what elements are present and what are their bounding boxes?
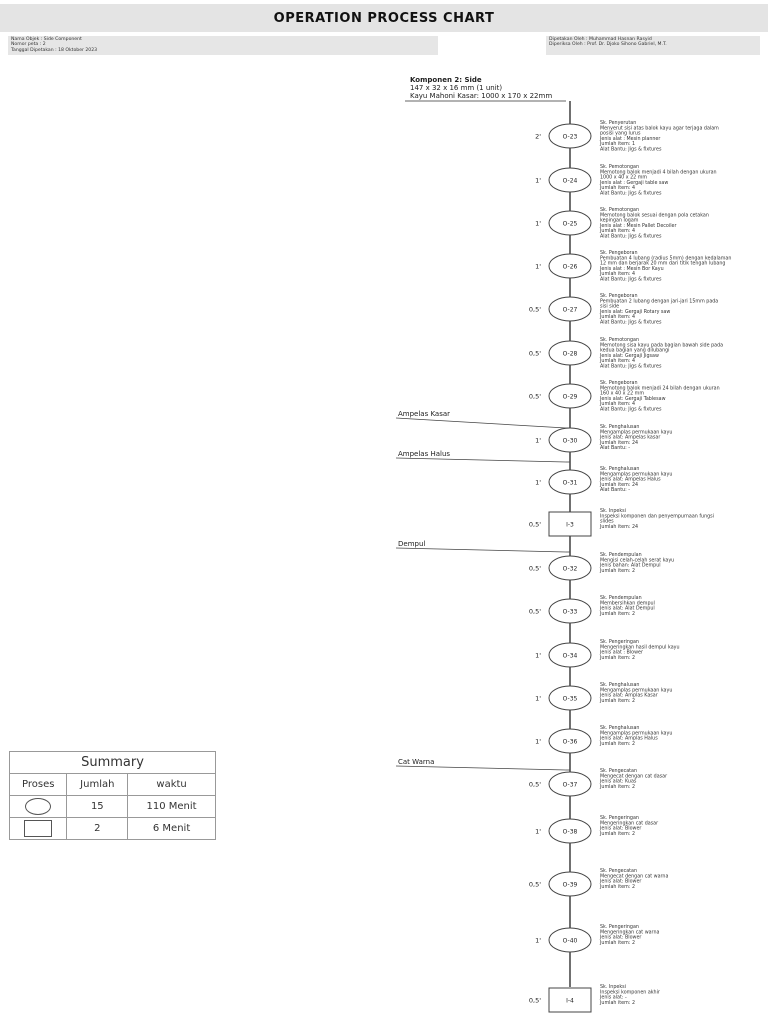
process-description: Jumlah item: 2 — [600, 831, 635, 837]
process-description: Memotong balok sesuai dengan pola cetakan — [600, 213, 709, 219]
process-description: Membersihkan dempul — [600, 601, 655, 607]
process-description: Inspeksi komponen dan penyempurnaan fungsi — [600, 514, 714, 520]
process-description: Alat Bantu: - — [600, 446, 631, 452]
object-name: Nama Objek : Side Component — [11, 37, 82, 42]
process-time: 0,5' — [528, 996, 541, 1005]
material-line — [396, 548, 566, 552]
process-time: 0,5' — [528, 392, 541, 401]
summary-header-process: Proses — [10, 774, 67, 796]
process-description: Sk. Pengeboran — [600, 294, 638, 299]
process-time: 1' — [535, 262, 541, 271]
process-description: Jenis alat: Blower — [600, 879, 642, 885]
process-description: Jumlah item: 2 — [600, 568, 635, 574]
process-time: 0,5' — [528, 520, 541, 529]
process-time: 0,5' — [528, 305, 541, 314]
process-time: 0,5' — [528, 349, 541, 358]
process-code: O-38 — [562, 828, 578, 836]
process-description: Sk. Penghalusan — [600, 726, 640, 731]
process-description: Jumlah item: 4 — [600, 272, 635, 278]
process-description: Jumlah item: 1 — [600, 142, 635, 148]
process-description: Sk. Pengecatan — [600, 869, 638, 874]
process-description: kepingan logam — [600, 218, 639, 224]
process-description: Jenis alat: Amplas Kasar — [600, 693, 658, 699]
process-description: Sk. Pendempulan — [600, 596, 642, 601]
process-code: O-29 — [562, 393, 578, 401]
process-description: Pembuatan 2 lubang dengan jari-jari 15mm pada — [600, 299, 719, 305]
process-description: Alat Bantu: Jigs & fixtures — [600, 407, 662, 413]
process-description: Alat Bantu: Jigs & fixtures — [600, 234, 662, 240]
process-description: Jenis alat: Kuas — [600, 779, 637, 785]
process-time: 1' — [535, 219, 541, 228]
process-description: Jumlah item: 24 — [600, 524, 639, 530]
process-description: Jumlah item: 2 — [600, 1000, 635, 1006]
process-description: Sk. Inpeksi — [600, 509, 626, 514]
process-description: Sk. Penyerutan — [600, 121, 637, 126]
process-description: Sk. Pengeringan — [600, 925, 639, 930]
process-description: Jumlah item: 2 — [600, 784, 635, 790]
process-description: Menyerut sisi atas balok kayu agar terjaga dalam — [600, 126, 719, 132]
process-code: I-3 — [566, 521, 574, 529]
process-description: Mengecat dengan cat warna — [600, 874, 669, 880]
square-icon — [24, 820, 52, 837]
process-description: Jumlah item: 24 — [600, 440, 639, 446]
process-time: 1' — [535, 737, 541, 746]
process-description: Jumlah item: 2 — [600, 698, 635, 704]
process-description: Jenis alat: Ampelas Halus — [600, 477, 661, 483]
process-description: posisi yang lurus — [600, 131, 641, 137]
process-description: 1000 x 40 x 22 mm — [600, 175, 648, 181]
process-code: O-36 — [562, 738, 578, 746]
process-description: Jenis alat : Mesin Bor Kayu — [600, 266, 664, 272]
process-description: Sk. Penghalusan — [600, 683, 640, 688]
process-description: Mengeringkan cat warna — [600, 930, 660, 936]
process-description: Sk. Pendempulan — [600, 553, 642, 558]
process-description: Jenis alat: Alat Dempul — [600, 606, 655, 612]
process-description: Jenis alat: Gergaji Jigsaw — [600, 353, 659, 359]
process-description: Jumlah item: 4 — [600, 315, 635, 321]
material-label: Ampelas Kasar — [398, 410, 451, 418]
process-description: Jenis alat: Ampelas kasar — [600, 435, 661, 441]
inspection-time: 6 Menit — [128, 818, 216, 840]
process-code: O-37 — [562, 781, 578, 789]
process-description: Jenis alat: Amplas Halus — [600, 736, 658, 742]
process-code: O-27 — [562, 306, 578, 314]
process-time: 1' — [535, 651, 541, 660]
process-code: O-30 — [562, 437, 578, 445]
inspection-count: 2 — [67, 818, 128, 840]
process-description: Sk. Pemotongan — [600, 208, 640, 213]
process-description: Jenis alat: - — [600, 995, 627, 1001]
process-code: O-25 — [562, 220, 578, 228]
process-code: O-32 — [562, 565, 578, 573]
process-description: Jumlah item: 2 — [600, 611, 635, 617]
process-description: Alat Bantu: Jigs & fixtures — [600, 320, 662, 326]
process-time: 0,5' — [528, 780, 541, 789]
process-description: Jenis bahan: Alat Dempul — [600, 563, 661, 569]
process-code: O-31 — [562, 479, 578, 487]
process-description: Jumlah item: 4 — [600, 402, 635, 408]
process-description: Sk. Inpeksi — [600, 985, 626, 990]
process-description: Sk. Pemotongan — [600, 165, 640, 170]
summary-header-count: Jumlah — [67, 774, 128, 796]
component-title: Komponen 2: Side — [410, 76, 482, 84]
summary-table — [9, 751, 216, 840]
process-description: Mengamplas permukaan kayu — [600, 472, 673, 478]
operation-time: 110 Menit — [128, 796, 216, 818]
process-time: 0,5' — [528, 607, 541, 616]
page-title: OPERATION PROCESS CHART — [273, 10, 495, 26]
process-description: Sk. Pemotongan — [600, 338, 640, 343]
process-time: 1' — [535, 936, 541, 945]
process-description: Memotong sisa kayu pada bagian bawah side pada — [600, 343, 724, 349]
process-description: Pembuatan 4 lubang (radius 5mm) dengan kedalaman — [600, 256, 732, 262]
process-code: O-33 — [562, 608, 578, 616]
process-description: Mengamplas permukaan kayu — [600, 430, 673, 436]
process-description: 12 mm dan berjarak 20 mm dari titik tengah lubang — [600, 261, 726, 267]
material-line — [396, 766, 566, 770]
process-description: Sk. Pengeboran — [600, 251, 638, 256]
operation-symbol — [10, 796, 67, 818]
process-description: Jumlah item: 2 — [600, 655, 635, 661]
process-description: Jumlah item: 2 — [600, 940, 635, 946]
operation-count: 15 — [67, 796, 128, 818]
process-description: Sk. Pengeringan — [600, 816, 639, 821]
process-description: Alat Bantu: Jigs & fixtures — [600, 147, 662, 153]
summary-header-time: waktu — [128, 774, 216, 796]
process-description: Jumlah item: 4 — [600, 359, 635, 365]
process-code: O-24 — [562, 177, 578, 185]
process-description: Jenis alat : Gergaji table saw — [600, 180, 669, 186]
mapped-date: Tanggal Dipetakan : 18 Oktober 2023 — [11, 47, 98, 53]
process-description: Jenis alat: Gergaji Rotary saw — [600, 309, 671, 315]
process-description: Jenis alat: Blower — [600, 935, 642, 941]
process-description: Mengeringkan hasil dempul kayu — [600, 645, 680, 651]
process-description: Jumlah item: 4 — [600, 186, 635, 192]
process-description: Sk. Penghalusan — [600, 425, 640, 430]
process-time: 2' — [535, 132, 541, 141]
summary-caption: Summary — [10, 752, 216, 774]
process-time: 1' — [535, 176, 541, 185]
process-description: Inspeksi komponen akhir — [600, 990, 660, 996]
process-time: 0,5' — [528, 880, 541, 889]
process-description: Sk. Pengeboran — [600, 381, 638, 386]
process-description: sisi side — [600, 304, 620, 310]
process-description: Alat Bantu: Jigs & fixtures — [600, 191, 662, 197]
process-description: Jumlah item: 24 — [600, 482, 639, 488]
process-description: Memotong balok menjadi 4 bilah dengan ukuran — [600, 170, 717, 176]
process-description: Jumlah item: 2 — [600, 741, 635, 747]
process-time: 1' — [535, 827, 541, 836]
process-description: Jumlah item: 2 — [600, 884, 635, 890]
inspection-symbol — [10, 818, 67, 840]
process-description: kedua bagian yang dilubangi — [600, 348, 670, 354]
circle-icon — [25, 798, 51, 815]
process-description: Mengamplas permukaan kayu — [600, 688, 673, 694]
component-material: Kayu Mahoni Kasar: 1000 x 170 x 22mm — [410, 92, 553, 100]
component-size: 147 x 32 x 16 mm (1 unit) — [410, 84, 503, 92]
process-description: Sk. Pengecatan — [600, 769, 638, 774]
process-description: Sk. Penghalusan — [600, 467, 640, 472]
process-description: Mengeringkan cat dasar — [600, 821, 659, 827]
process-code: O-23 — [562, 133, 578, 141]
process-code: O-39 — [562, 881, 578, 889]
material-line — [396, 418, 566, 428]
process-description: 160 x 40 x 22 mm — [600, 391, 645, 397]
material-label: Ampelas Halus — [398, 450, 451, 458]
process-time: 0,5' — [528, 564, 541, 573]
process-code: O-26 — [562, 263, 578, 271]
process-code: I-4 — [566, 997, 574, 1005]
process-code: O-35 — [562, 695, 578, 703]
process-description: Sk. Pengeringan — [600, 640, 639, 645]
mapped-by: Dipetakan Oleh : Muhammad Hasnan Rasyid — [549, 37, 652, 42]
process-description: Mengisi celah-celah serat kayu — [600, 558, 675, 564]
material-label: Cat Warna — [398, 758, 435, 766]
process-code: O-40 — [562, 937, 578, 945]
process-description: Alat Bantu: Jigs & fixtures — [600, 364, 662, 370]
process-description: Jenis alat: Gergaji Tablesaw — [600, 396, 666, 402]
process-description: Jumlah item: 4 — [600, 229, 635, 235]
material-line — [396, 458, 566, 462]
process-description: Jenis alat : Blower — [600, 650, 643, 656]
process-description: Jenis alat : Mesin planner — [600, 136, 661, 142]
checked-by: Diperiksa Oleh : Prof. Dr. Djoko Sihono Gabriel, M.T. — [549, 42, 667, 48]
process-description: Jenis alat: Blower — [600, 826, 642, 832]
process-description: slides — [600, 519, 614, 525]
process-description: Jenis alat : Mesin Pallet Decoiler — [600, 223, 677, 229]
process-description: Alat Bantu: Jigs & fixtures — [600, 277, 662, 283]
process-code: O-28 — [562, 350, 578, 358]
map-number: Nomor peta : 2 — [11, 42, 46, 48]
process-time: 1' — [535, 478, 541, 487]
material-label: Dempul — [398, 540, 426, 548]
process-code: O-34 — [562, 652, 578, 660]
process-description: Memotong balok menjadi 24 bilah dengan ukuran — [600, 386, 720, 392]
process-description: Mengecat dengan cat dasar — [600, 774, 668, 780]
process-description: Alat Bantu: - — [600, 488, 631, 494]
process-description: Mengamplas permukaan kayu — [600, 731, 673, 737]
process-time: 1' — [535, 694, 541, 703]
process-time: 1' — [535, 436, 541, 445]
